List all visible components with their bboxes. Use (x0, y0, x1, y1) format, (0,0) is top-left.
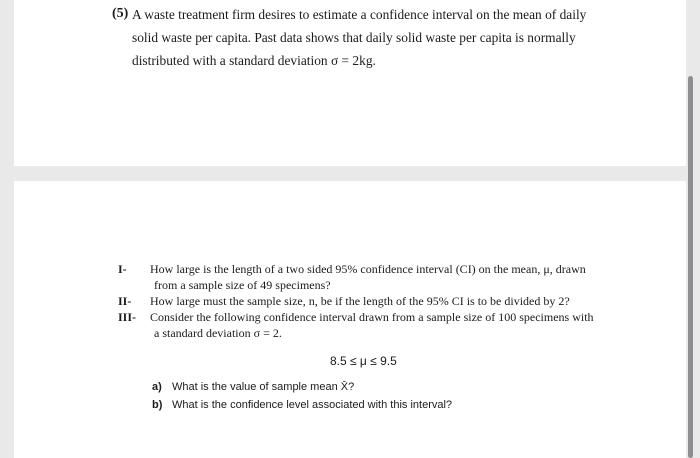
problem-number: (5) (112, 6, 129, 21)
question-1-marker: I- (118, 262, 127, 276)
problem-text-line-1: A waste treatment firm desires to estimate a confidence interval on the mean of daily (132, 7, 587, 22)
question-2-line-1: How large must the sample size, n, be if the length of the 95% CI is to be divided by 2? (150, 294, 570, 308)
sub-question-a-text: What is the value of sample mean X̄? (172, 381, 355, 393)
document-page-top (14, 0, 686, 166)
sub-question-b-text: What is the confidence level associated with this interval? (172, 399, 453, 411)
question-3 (118, 310, 594, 325)
question-2-marker: II- (118, 294, 132, 308)
question-1 (118, 262, 586, 277)
problem-text-line-2: solid waste per capita. Past data shows that daily solid waste per capita is normally (132, 30, 576, 45)
question-1-line-1: How large is the length of a two sided 95% confidence interval (CI) on the mean, μ, drawn (150, 262, 586, 276)
problem-text-line-3: distributed with a standard deviation σ = 2kg. (132, 53, 376, 68)
question-3-line-1: Consider the following confidence interval drawn from a sample size of 100 specimens with (150, 310, 594, 324)
question-3-marker: III- (118, 310, 137, 324)
sub-question-a-marker: a) (152, 381, 162, 393)
confidence-interval-formula: 8.5 ≤ μ ≤ 9.5 (330, 354, 397, 368)
question-2 (118, 294, 570, 309)
question-3-line-2: a standard deviation σ = 2. (154, 326, 282, 340)
sub-question-b (152, 399, 452, 411)
question-1-line-2: from a sample size of 49 specimens? (154, 278, 331, 292)
scrollbar-thumb[interactable] (688, 76, 693, 458)
sub-question-b-marker: b) (152, 399, 163, 411)
sub-question-a (152, 381, 354, 393)
